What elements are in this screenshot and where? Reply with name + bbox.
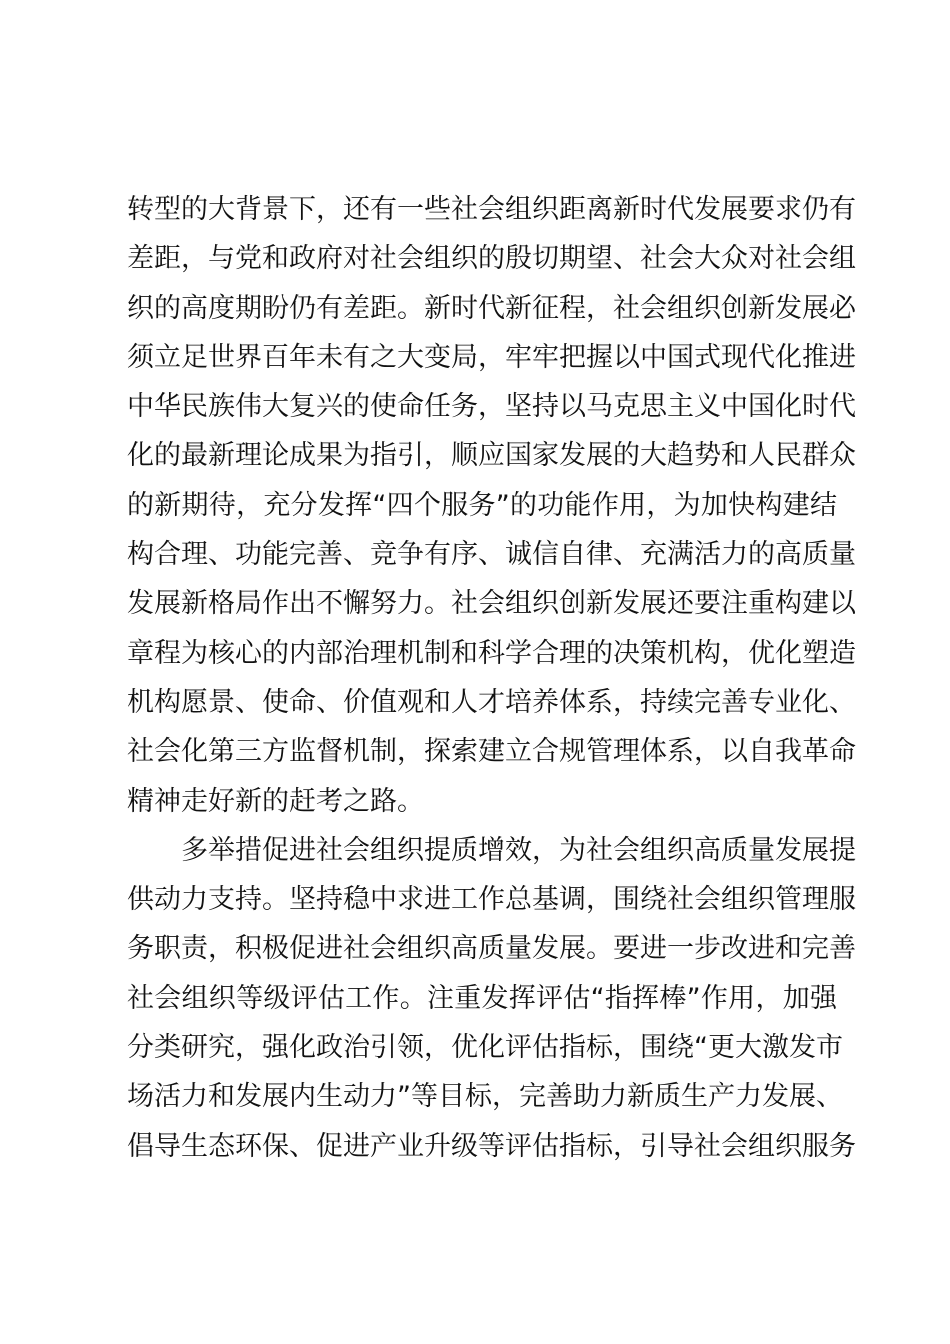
text-line: 供动力支持。坚持稳中求进工作总基调，围绕社会组织管理服 [127, 884, 856, 916]
text-line: 中华民族伟大复兴的使命任务，坚持以马克思主义中国化时代 [127, 391, 856, 423]
text-line: 机构愿景、使命、价值观和人才培养体系，持续完善专业化、 [127, 686, 856, 718]
text-line: 的新期待，充分发挥“四个服务”的功能作用，为加快构建结 [127, 489, 837, 521]
text-line: 差距，与党和政府对社会组织的殷切期望、社会大众对社会组 [127, 243, 856, 275]
text-line: 精神走好新的赶考之路。 [127, 785, 424, 817]
text-line: 化的最新理论成果为指引，顺应国家发展的大趋势和人民群众 [127, 440, 856, 472]
text-line: 场活力和发展内生动力”等目标，完善助力新质生产力发展、 [127, 1081, 843, 1113]
text-line: 章程为核心的内部治理机制和科学合理的决策机构，优化塑造 [127, 637, 856, 669]
text-line: 须立足世界百年未有之大变局，牢牢把握以中国式现代化推进 [127, 341, 856, 373]
body-text [127, 185, 856, 1171]
text-line: 构合理、功能完善、竞争有序、诚信自律、充满活力的高质量 [127, 539, 856, 571]
text-line: 倡导生态环保、促进产业升级等评估指标，引导社会组织服务 [127, 1130, 856, 1162]
text-line: 分类研究，强化政治引领，优化评估指标，围绕“更大激发市 [127, 1032, 843, 1064]
text-line: 社会组织等级评估工作。注重发挥评估“指挥棒”作用，加强 [127, 982, 837, 1014]
text-line: 社会化第三方监督机制，探索建立合规管理体系，以自我革命 [127, 736, 856, 768]
text-line: 织的高度期盼仍有差距。新时代新征程，社会组织创新发展必 [127, 292, 856, 324]
text-line: 务职责，积极促进社会组织高质量发展。要进一步改进和完善 [127, 933, 856, 965]
paragraph-first-line: 多举措促进社会组织提质增效，为社会组织高质量发展提 [181, 834, 856, 866]
text-line: 转型的大背景下，还有一些社会组织距离新时代发展要求仍有 [127, 194, 856, 225]
text-line: 发展新格局作出不懈努力。社会组织创新发展还要注重构建以 [127, 588, 856, 620]
